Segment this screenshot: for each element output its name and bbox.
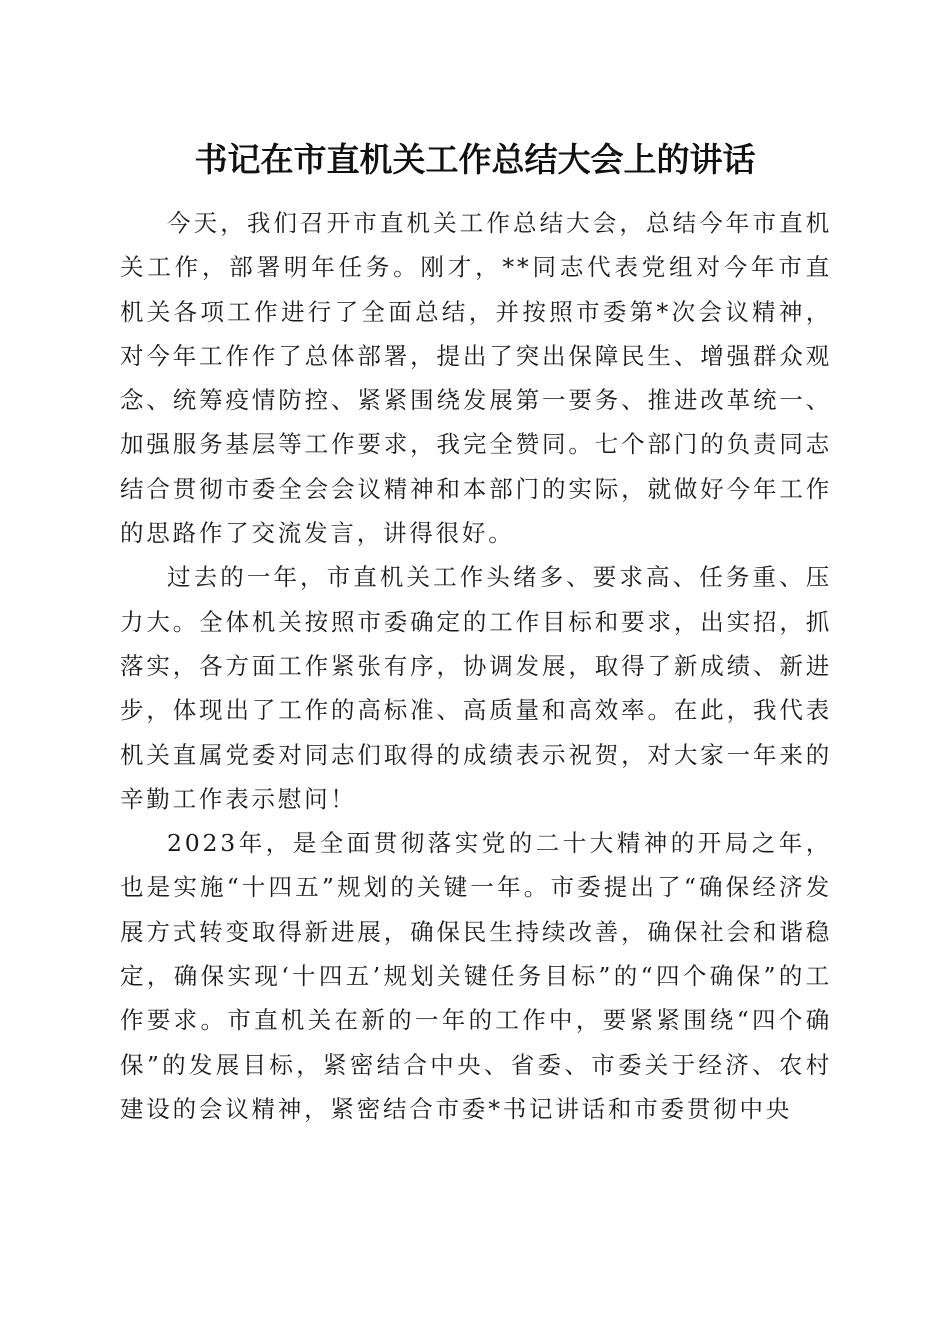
paragraph-2: 过去的一年，市直机关工作头绪多、要求高、任务重、压力大。全体机关按照市委确定的工作目标和要求，出实招，抓落实，各方面工作紧张有序，协调发展，取得了新成绩、新进步，体现出了工作的高标准、高质量和高效率。在此，我代表机关直属党委对同志们取得的成绩表示祝贺，对大家一年来的辛勤工作表示慰问！: [120, 563, 832, 813]
document-body: [120, 201, 832, 1131]
paragraph-3: 2023年，是全面贯彻落实党的二十大精神的开局之年，也是实施“十四五”规划的关键一年。市委提出了“确保经济发展方式转变取得新进展，确保民生持续改善，确保社会和谐稳定，确保实现‘十四五’规划关键任务目标”的“四个确保”的工作要求。市直机关在新的一年的工作中，要紧紧围绕“四个确保”的发展目标，紧密结合中央、省委、市委关于经济、农村建设的会议精神，紧密结合市委*书记讲话和市委贯彻中央: [120, 829, 832, 1123]
paragraph-1: 今天，我们召开市直机关工作总结大会，总结今年市直机关工作，部署明年任务。刚才，**同志代表党组对今年市直机关各项工作进行了全面总结，并按照市委第*次会议精神，对今年工作作了总体部署，提出了突出保障民生、增强群众观念、统筹疫情防控、紧紧围绕发展第一要务、推进改革统一、加强服务基层等工作要求，我完全赞同。七个部门的负责同志结合贯彻市委全会会议精神和本部门的实际，就做好今年工作的思路作了交流发言，讲得很好。: [120, 209, 832, 548]
document-title: 书记在市直机关工作总结大会上的讲话: [194, 140, 756, 179]
